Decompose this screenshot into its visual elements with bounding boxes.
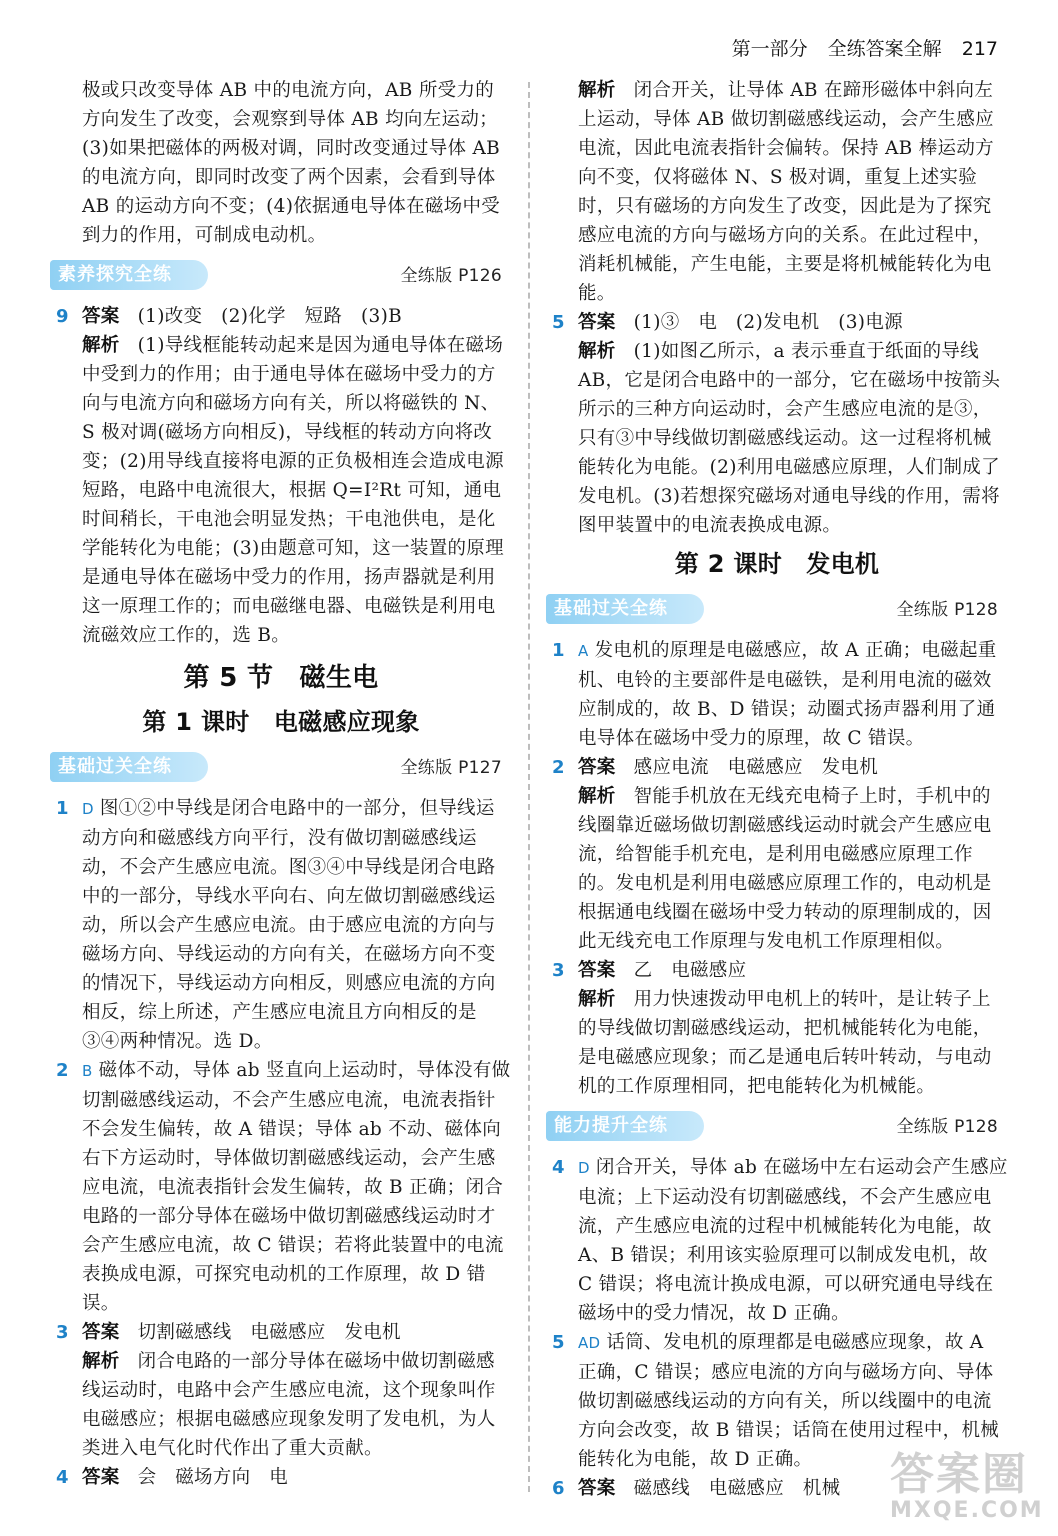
- answer-tag: 答案: [578, 960, 616, 981]
- banner-literacy: [50, 258, 512, 296]
- answer-text: 磁感线 电磁感应 机械: [633, 1478, 841, 1499]
- right-intro-text: 闭合开关，让导体 AB 在蹄形磁体中斜向左上运动，导体 AB 做切割磁感线运动，会产生感应电流，因此电流表指针会偏转。保持 AB 棒运动方向不变，仅将磁体 N、S 极对调，重复上述实验时，只有磁场的方向发生了改变，因此是为了探究感应电流的方向与磁场方向的关系。在此过程中，消耗机械能，产生电能，主要是将机械能转化为电能。: [578, 80, 994, 304]
- question-text: 发电机的原理是电磁感应，故 A 正确；电磁起重机、电铃的主要部件是电磁铁，是利用电流的磁效应制成的，故 B、D 错误；动圈式扬声器利用了通电导体在磁场中受力的原理，故 C 错误。: [578, 640, 997, 749]
- choice-answer: D: [578, 1159, 590, 1177]
- question-number: 4: [552, 1157, 565, 1178]
- answer-tag: 答案: [82, 1467, 120, 1488]
- question-1: [50, 794, 512, 1056]
- analysis-tag: 解析: [578, 786, 616, 807]
- banner-ref: 全练版 P128: [896, 1117, 998, 1137]
- lesson-title: 第 2 课时 发电机: [674, 550, 880, 578]
- header-title: 全练答案全解: [827, 38, 942, 60]
- banner-ref: 全练版 P128: [896, 600, 998, 620]
- question-number: 5: [552, 1332, 565, 1353]
- question-text: 图①②中导线是闭合电路中的一部分，但导线运动方向和磁感线方向平行，没有做切割磁感线运动，不会产生感应电流。图③④中导线是闭合电路中的一部分，导线水平向右、向左做切割磁感线运动，所以会产生感应电流。由于感应电流的方向与磁场方向、导线运动的方向有关，在磁场方向不变的情况下，导线运动方向相反，则感应电流的方向相反，综上所述，产生感应电流且方向相反的是③④两种情况。选 D。: [82, 798, 496, 1052]
- answer-text: 感应电流 电磁感应 发电机: [633, 757, 879, 778]
- banner-label: 基础过关全练: [546, 594, 704, 624]
- column-divider: [528, 82, 530, 1492]
- answer-text: (1)改变 (2)化学 短路 (3)B: [137, 306, 403, 327]
- lesson-title: 第 1 课时 电磁感应现象: [142, 708, 420, 736]
- question-number: 4: [56, 1467, 69, 1488]
- header-part: 第一部分: [731, 38, 808, 60]
- answer-tag: 答案: [82, 1322, 120, 1343]
- choice-answer: AD: [578, 1334, 601, 1352]
- question-1: [546, 636, 1008, 753]
- analysis-tag: 解析: [82, 335, 120, 356]
- page-header: [718, 34, 998, 61]
- question-number: 1: [56, 798, 69, 819]
- banner-advanced: [546, 1109, 1008, 1147]
- answer-text: 切割磁感线 电磁感应 发电机: [137, 1322, 401, 1343]
- question-number: 2: [56, 1060, 69, 1081]
- question-number: 3: [56, 1322, 69, 1343]
- question-3: [50, 1318, 512, 1463]
- answer-tag: 答案: [578, 1478, 616, 1499]
- question-number: 2: [552, 757, 565, 778]
- right-column: [546, 76, 1008, 1503]
- left-intro-text: 极或只改变导体 AB 中的电流方向，AB 所受力的方向发生了改变，会观察到导体 AB 均向左运动；(3)如果把磁体的两极对调，同时改变通过导体 AB 的电流方向，即同时改变了两个因素，会看到导体 AB 的运动方向不变；(4)依据通电导体在磁场中受到力的作用，可制成电动机。: [82, 80, 501, 246]
- banner-basic: [546, 592, 1008, 630]
- question-text: 闭合开关，导体 ab 在磁场中左右运动会产生感应电流；上下运动没有切割磁感线，不会产生感应电流，产生感应电流的过程中机械能转化为电能，故 A、B 错误；利用该实验原理可以制成发电机，故 C 错误；将电流计换成电源，可以研究通电导线在磁场中的受力情况，故 D 正确。: [578, 1157, 1008, 1324]
- answer-tag: 答案: [82, 306, 120, 327]
- question-4: [546, 1153, 1008, 1328]
- answer-text: 乙 电磁感应: [633, 960, 747, 981]
- question-number: 3: [552, 960, 565, 981]
- analysis-text: 闭合电路的一部分导体在磁场中做切割磁感线运动时，电路中会产生感应电流，这个现象叫作电磁感应；根据电磁感应现象发明了发电机，为人类进入电气化时代作出了重大贡献。: [82, 1351, 496, 1459]
- question-3: [546, 956, 1008, 1101]
- question-4: [50, 1463, 512, 1492]
- analysis-tag: 解析: [578, 989, 616, 1010]
- answer-text: 会 磁场方向 电: [137, 1467, 289, 1488]
- watermark-logo: [890, 1438, 1044, 1528]
- question-number: 9: [56, 306, 69, 327]
- analysis-text: (1)如图乙所示，a 表示垂直于纸面的导线 AB，它是闭合电路中的一部分，它在磁场中按箭头所示的三种方向运动时，会产生感应电流的是③，只有③中导线做切割磁感线运动。这一过程将机械能转化为电能。(2)利用电磁感应原理，人们制成了发电机。(3)若想探究磁场对通电导线的作用，需将图甲装置中的电流表换成电源。: [578, 341, 1001, 536]
- banner-label: 素养探究全练: [50, 260, 208, 290]
- analysis-text: 用力快速拨动甲电机上的转叶，是让转子上的导线做切割磁感线运动，把机械能转化为电能，是电磁感应现象；而乙是通电后转叶转动，与电动机的工作原理相同，把电能转化为机械能。: [578, 989, 992, 1097]
- question-number: 6: [552, 1478, 565, 1499]
- page-number: 217: [961, 38, 998, 60]
- analysis-tag: 解析: [578, 341, 616, 362]
- banner-basic: [50, 750, 512, 788]
- choice-answer: A: [578, 642, 589, 660]
- banner-ref: 全练版 P127: [400, 758, 502, 778]
- question-number: 5: [552, 312, 565, 333]
- analysis-tag: 解析: [578, 80, 616, 101]
- analysis-text: (1)导线框能转动起来是因为通电导体在磁场中受到力的作用；由于通电导体在磁场中受力的方向与电流方向和磁场方向有关，所以将磁铁的 N、S 极对调(磁场方向相反)，导线框的转动方向将改变；(2)用导线直接将电源的正负极相连会造成电源短路，电路中电流很大，根据 Q=I²Rt 可知，通电时间稍长，干电池会明显发热；干电池供电，是化学能转化为电能；(3)由题意可知，这一装置的原理是通电导体在磁场中受力的作用，扬声器就是利用这一原理工作的；而电磁继电器、电磁铁是利用电流磁效应工作的，选 B。: [82, 335, 504, 646]
- question-2: [50, 1056, 512, 1318]
- question-5: [546, 308, 1008, 540]
- question-9: [50, 302, 512, 650]
- choice-answer: B: [82, 1062, 93, 1080]
- banner-label: 基础过关全练: [50, 752, 208, 782]
- answer-tag: 答案: [578, 312, 616, 333]
- section-title: 第 5 节 磁生电: [183, 663, 379, 693]
- watermark-sub: MXQE.COM: [890, 1498, 1044, 1523]
- choice-answer: D: [82, 800, 94, 818]
- left-column: [50, 76, 512, 1492]
- analysis-text: 智能手机放在无线充电椅子上时，手机中的线圈靠近磁场做切割磁感线运动时就会产生感应电流，给智能手机充电，是利用电磁感应原理工作的。发电机是利用电磁感应原理工作的，电动机是根据通电线圈在磁场中受力转动的原理制成的，因此无线充电工作原理与发电机工作原理相似。: [578, 786, 992, 952]
- banner-ref: 全练版 P126: [400, 266, 502, 286]
- answer-text: (1)③ 电 (2)发电机 (3)电源: [633, 312, 903, 333]
- watermark-main: 答案圈: [890, 1449, 1028, 1500]
- question-text: 话筒、发电机的原理都是电磁感应现象，故 A 正确，C 错误；感应电流的方向与磁场方向、导体做切割磁感线运动的方向有关，所以线圈中的电流方向会改变，故 B 错误；话筒在使用过程中，机械能转化为电能，故 D 正确。: [578, 1332, 1000, 1470]
- analysis-tag: 解析: [82, 1351, 120, 1372]
- question-2: [546, 753, 1008, 956]
- answer-tag: 答案: [578, 757, 616, 778]
- banner-label: 能力提升全练: [546, 1111, 704, 1141]
- question-number: 1: [552, 640, 565, 661]
- question-text: 磁体不动，导体 ab 竖直向上运动时，导体没有做切割磁感线运动，不会产生感应电流，电流表指针不会发生偏转，故 A 错误；导体 ab 不动、磁体向右下方运动时，导体做切割磁感线运动，会产生感应电流，电流表指针会发生偏转，故 B 正确；闭合电路的一部分导体在磁场中做切割磁感线运动时才会产生感应电流，故 C 错误；若将此装置中的电流表换成电源，可探究电动机的工作原理，故 D 错误。: [82, 1060, 511, 1314]
